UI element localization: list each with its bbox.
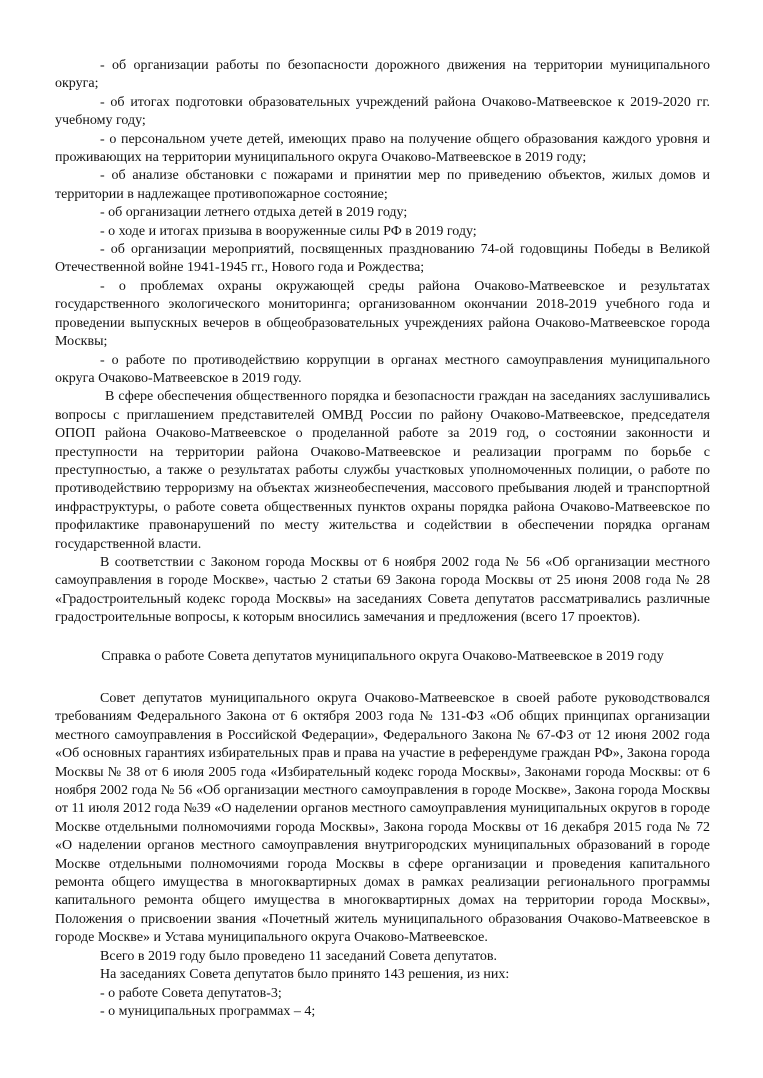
paragraph-meetings: Всего в 2019 году было проведено 11 заседаний Совета депутатов. <box>100 948 497 964</box>
paragraph-public-order: В сфере обеспечения общественного порядка и безопасности граждан на заседаниях заслушивались вопросы с приглашением представителей ОМВД России по району Очаково-Матвеевское, председателя ОПОП района Очаково-Матвеевское о проделанной работе за 2019 год, о состоянии законности и преступности на территории района Очаково-Матвеевское и реализации программ по борьбе с преступностью, а также о результатах работы службы участковых уполномоченных полиции, о работе по противодействию терроризму на объектах жизнеобеспечения, массового пребывания людей и транспортной инфраструктуры, о работе совета общественных пунктов охраны порядка района Очаково-Матвеевское по профилактике правонарушений по месту жительства и содействии в обеспечении порядка органам государственной власти. <box>55 389 710 552</box>
list-item: - о ходе и итогах призыва в вооруженные силы РФ в 2019 году; <box>100 223 477 239</box>
list-item: - об организации летнего отдыха детей в 2019 году; <box>100 205 408 221</box>
list-item: - об анализе обстановки с пожарами и принятии мер по приведению объектов, жилых домов и территории в надлежащее противопожарное состояние; <box>55 168 710 202</box>
list-item: - о проблемах охраны окружающей среды района Очаково-Матвеевское и результатах государственного экологического мониторинга; организованном окончании 2018-2019 учебного года и проведении выпускных вечеров в общеобразовательных учреждениях района Очаково-Матвеевское города Москвы; <box>55 278 710 350</box>
document-page <box>55 57 710 1021</box>
paragraph-council-basis: Совет депутатов муниципального округа Очаково-Матвеевское в своей работе руководствовался требованиям Федерального Закона от 6 октября 2003 года № 131-ФЗ «Об общих принципах организации местного самоуправления в Российской Федерации», Федерального Закона № 67-ФЗ от 12 июня 2002 года «Об основных гарантиях избирательных прав и права на участие в референдуме граждан РФ», Закона города Москвы № 38 от 6 июля 2005 года «Избирательный кодекс города Москвы», Законами города Москвы: от 6 ноября 2002 года № 56 «Об организации местного самоуправления в городе Москве», Закона города Москвы от 11 июля 2012 года №39 «О наделении органов местного самоуправления муниципальных округов в городе Москве отдельными полномочиями города Москвы», Закона города Москвы от 16 декабря 2015 года № 72 «О наделении органов местного самоуправления внутригородских муниципальных образований в городе Москве отдельными полномочиями города Москвы в сфере организации и проведения капитального ремонта общего имущества в многоквартирных домах в рамках реализации регионального программы капитального ремонта общего имущества в многоквартирных домах на территории города Москвы», Положения о присвоении звания «Почетный житель муниципального образования Очаково-Матвеевское в городе Москве» и Устава муниципального округа Очаково-Матвеевское. <box>55 691 710 946</box>
paragraph-urban-planning: В соответствии с Законом города Москвы от 6 ноября 2002 года № 56 «Об организации местного самоуправления в городе Москве», частью 2 статьи 69 Закона города Москвы от 25 июня 2008 года № 28 «Градостроительный кодекс города Москвы» на заседаниях Совета депутатов рассматривались различные градостроительные вопросы, к которым вносились замечания и предложения (всего 17 проектов). <box>55 554 710 626</box>
list-item: - о работе Совета депутатов-3; <box>100 985 282 1001</box>
list-item: - о работе по противодействию коррупции в органах местного самоуправления муниципального округа Очаково-Матвеевское в 2019 году. <box>55 352 710 386</box>
list-item: - об организации мероприятий, посвященных празднованию 74-ой годовщины Победы в Великой Отечественной войне 1941-1945 гг., Нового года и Рождества; <box>55 242 710 276</box>
list-item: - о муниципальных программах – 4; <box>100 1003 316 1019</box>
section-heading: Справка о работе Совета депутатов муниципального округа Очаково-Матвеевское в 2019 году <box>101 648 664 664</box>
list-item: - об итогах подготовки образовательных учреждений района Очаково-Матвеевское к 2019-2020 гг. учебному году; <box>55 94 710 129</box>
paragraph-decisions: На заседаниях Совета депутатов было принято 143 решения, из них: <box>100 967 510 983</box>
list-item: - о персональном учете детей, имеющих право на получение общего образования каждого уровня и проживающих на территории муниципального округа Очаково-Матвеевское в 2019 году; <box>55 131 710 166</box>
list-item: - об организации работы по безопасности дорожного движения на территории муниципального округа; <box>55 58 710 92</box>
